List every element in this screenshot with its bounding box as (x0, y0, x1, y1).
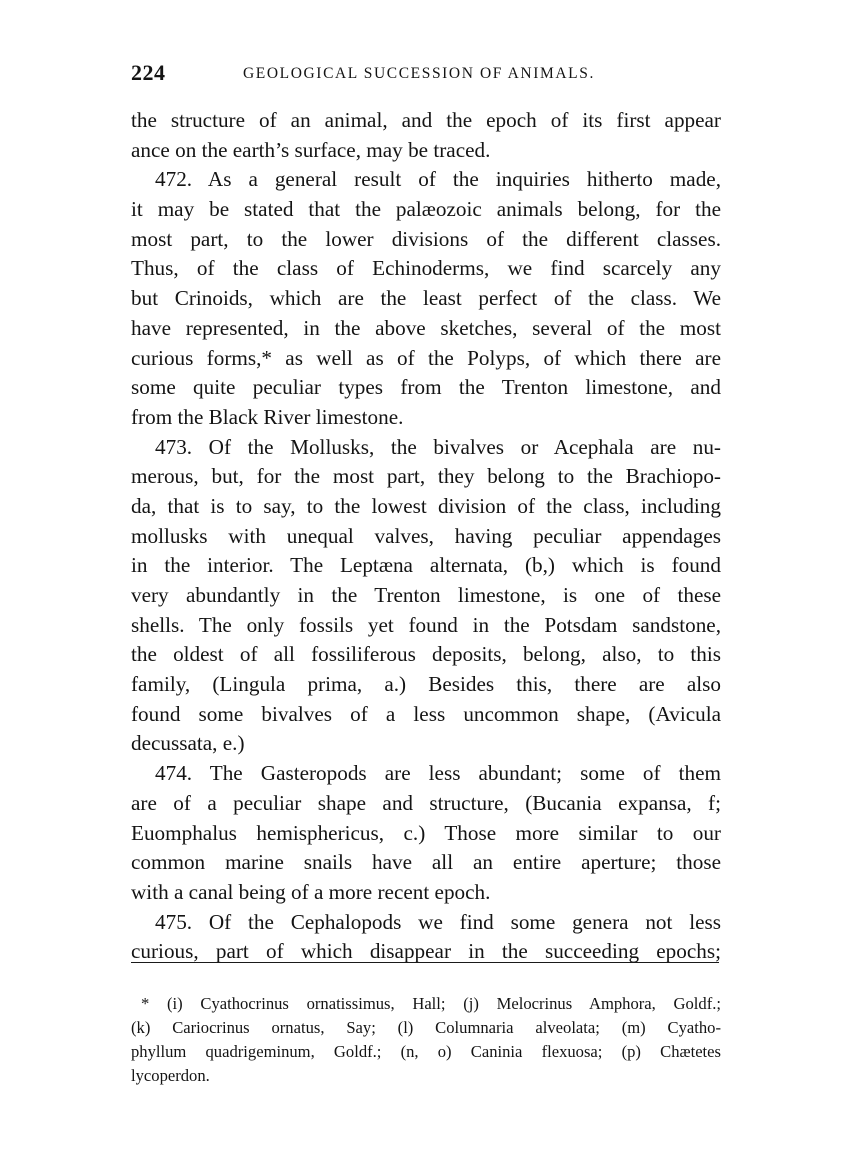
text-line: it may be stated that the palæozoic animals belong, for the (131, 197, 721, 222)
text-line: from the Black River limestone. (131, 404, 404, 429)
text-line: with a canal being of a more recent epoch. (131, 879, 491, 904)
text-line: decussata, e.) (131, 731, 245, 756)
body-text (131, 106, 721, 967)
page-header (131, 60, 721, 90)
text-line: family, (Lingula prima, a.) Besides this, there are also (131, 672, 721, 697)
footnote-line: (k) Cariocrinus ornatus, Say; (l) Columnaria alveolata; (m) Cyatho- (131, 1018, 721, 1037)
text-line: da, that is to say, to the lowest division of the class, including (131, 493, 721, 518)
text-line: ance on the earth’s surface, may be traced. (131, 137, 491, 162)
running-head: GEOLOGICAL SUCCESSION OF ANIMALS. (243, 65, 595, 82)
text-line: common marine snails have all an entire aperture; those (131, 850, 721, 875)
text-line: some quite peculiar types from the Trenton limestone, and (131, 375, 721, 400)
text-line: found some bivalves of a less uncommon shape, (Avicula (131, 701, 721, 726)
page-number: 224 (131, 60, 166, 85)
text-line: are of a peculiar shape and structure, (Bucania expansa, f; (131, 790, 721, 815)
text-line: merous, but, for the most part, they belong to the Brachiopo- (131, 464, 721, 489)
footnote-rule (131, 962, 719, 963)
text-line: most part, to the lower divisions of the different classes. (131, 226, 721, 251)
text-line: have represented, in the above sketches, several of the most (131, 315, 721, 340)
paragraph-472-start: 472. As a general result of the inquiries hitherto made, (155, 167, 721, 192)
paragraph-474-start: 474. The Gasteropods are less abundant; some of them (155, 761, 721, 786)
text-line: mollusks with unequal valves, having peculiar appendages (131, 523, 721, 548)
footnote-line: lycoperdon. (131, 1066, 210, 1085)
paragraph-475-start: 475. Of the Cephalopods we find some genera not less (155, 909, 721, 934)
footnotes (131, 992, 721, 1088)
text-line: curious, part of which disappear in the succeeding epochs; (131, 939, 721, 964)
text-line: in the interior. The Leptæna alternata, (b,) which is found (131, 553, 721, 578)
text-line: shells. The only fossils yet found in the Potsdam sandstone, (131, 612, 721, 637)
paragraph-473-start: 473. Of the Mollusks, the bivalves or Acephala are nu- (155, 434, 721, 459)
text-line: the oldest of all fossiliferous deposits, belong, also, to this (131, 642, 721, 667)
text-line: curious forms,* as well as of the Polyps, of which there are (131, 345, 721, 370)
text-line: very abundantly in the Trenton limestone, is one of these (131, 583, 721, 607)
footnote-line: * (i) Cyathocrinus ornatissimus, Hall; (j) Melocrinus Amphora, Goldf.; (141, 994, 721, 1013)
text-line: the structure of an animal, and the epoch of its first appear (131, 108, 721, 132)
text-line: Euomphalus hemisphericus, c.) Those more similar to our (131, 820, 721, 845)
text-line: but Crinoids, which are the least perfect of the class. We (131, 286, 721, 311)
footnote-line: phyllum quadrigeminum, Goldf.; (n, o) Caninia flexuosa; (p) Chætetes (131, 1042, 721, 1061)
text-line: Thus, of the class of Echinoderms, we find scarcely any (131, 256, 721, 281)
